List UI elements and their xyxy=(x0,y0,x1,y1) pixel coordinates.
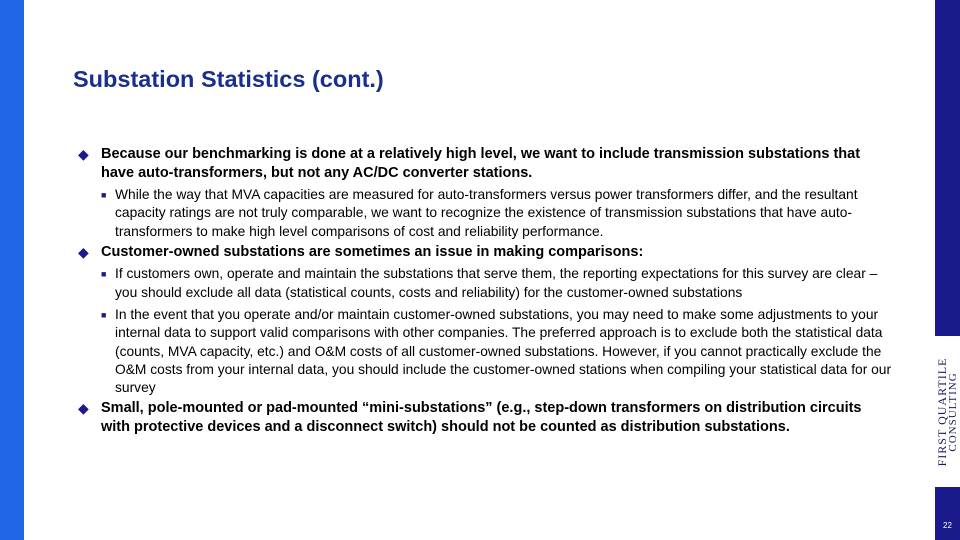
square-bullet-icon: ■ xyxy=(101,309,107,320)
left-accent-bar xyxy=(0,0,24,540)
logo-wordmark xyxy=(937,357,959,466)
diamond-bullet-icon: ◆ xyxy=(78,146,89,162)
logo-line1: FIRST QUARTILE xyxy=(935,357,949,466)
slide-title: Substation Statistics (cont.) xyxy=(73,66,384,92)
bullet-mini-substations xyxy=(78,399,893,436)
slide-body xyxy=(78,145,893,436)
bullet-text: Because our benchmarking is done at a relatively high level, we want to include transmission substations that have auto-transformers, but not any AC/DC converter stations. xyxy=(101,146,861,181)
sub-bullet-text: In the event that you operate and/or maintain customer-owned substations, you may need to make some adjustments to your internal data to support valid comparisons with other companies. The preferred approach is to exclude both the statistical data (counts, MVA capacity, etc.) and O&M costs of all customer-owned substations. However, if you cannot practically exclude the O&M costs from your internal data, you should include the customer-owned stations when compiling your statistical data for our survey xyxy=(115,306,892,396)
square-bullet-icon: ■ xyxy=(101,269,107,280)
square-bullet-icon: ■ xyxy=(101,190,107,200)
bullet-text: Customer-owned substations are sometimes an issue in making comparisons: xyxy=(101,243,644,260)
sub-bullet-mva xyxy=(101,186,893,241)
company-logo xyxy=(935,336,960,487)
logo-line2: CONSULTING xyxy=(946,371,959,452)
bullet-text: Small, pole-mounted or pad-mounted “mini-substations” (e.g., step-down transformers on distribution circuits with protective devices and a disconnect switch) should not be counted as distribution substations. xyxy=(101,400,862,435)
bullet-customer-owned xyxy=(78,243,893,262)
sub-bullet-text: If customers own, operate and maintain the substations that serve them, the reporting expectations for this survey are clear – you should exclude all data (statistical counts, costs and reliability) for the customer-owned substations xyxy=(115,266,878,300)
right-sidebar-top-band xyxy=(935,0,960,336)
sub-bullet-text: While the way that MVA capacities are measured for auto-transformers versus power transformers differ, and the resultant capacity ratings are not truly comparable, we want to recognize the existence of transmission substations that have auto-transformers to make high level comparisons of cost and reliability performance. xyxy=(115,187,858,239)
diamond-bullet-icon: ◆ xyxy=(78,243,89,260)
right-sidebar-bottom-band xyxy=(935,487,960,540)
sub-bullet-you-operate xyxy=(101,306,893,397)
right-sidebar xyxy=(935,0,960,540)
page-number: 22 xyxy=(943,521,952,530)
sub-bullet-customers-own xyxy=(101,265,893,302)
diamond-bullet-icon: ◆ xyxy=(78,400,89,417)
bullet-benchmarking xyxy=(78,145,893,182)
